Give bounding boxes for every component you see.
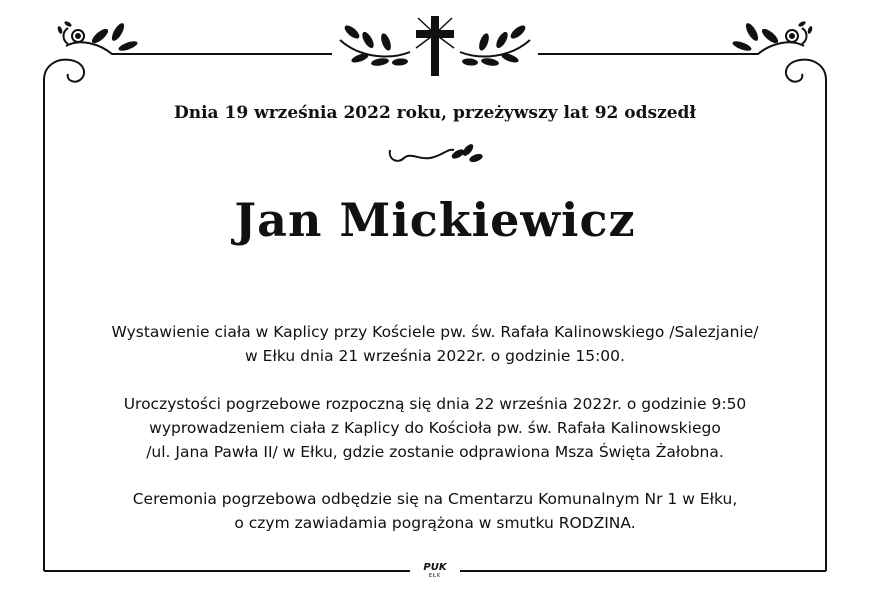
notice-headline: Dnia 19 września 2022 roku, przeżywszy lat 92 odszedł (174, 103, 696, 123)
paragraph-line: wyprowadzeniem ciała z Kaplicy do Kościoła pw. św. Rafała Kalinowskiego (149, 419, 721, 437)
paragraph-burial (0, 487, 870, 535)
paragraph-line: Wystawienie ciała w Kaplicy przy Kościele pw. św. Rafała Kalinowskiego /Salezjanie/ (111, 323, 759, 341)
cross-icon (416, 16, 454, 76)
paragraph-line: w Ełku dnia 21 września 2022r. o godzinie 15:00. (245, 347, 625, 365)
paragraph-line: Ceremonia pogrzebowa odbędzie się na Cmentarzu Komunalnym Nr 1 w Ełku, (132, 490, 738, 508)
logo-sub-text: EŁK (428, 573, 442, 579)
left-branch-icon (340, 23, 410, 67)
paragraph-line: Uroczystości pogrzebowe rozpoczną się dnia 22 września 2022r. o godzinie 9:50 (123, 395, 747, 413)
right-branch-icon (460, 23, 530, 67)
paragraph-line: /ul. Jana Pawła II/ w Ełku, gdzie zostanie odprawiona Msza Święta Żałobna. (146, 443, 724, 461)
paragraph-viewing (0, 320, 870, 368)
puk-logo (415, 563, 455, 579)
paragraph-ceremony (0, 392, 870, 464)
logo-main-text: PUK (423, 562, 447, 573)
deceased-name: Jan Mickiewicz (234, 193, 636, 247)
divider-ornament-icon (390, 142, 484, 163)
paragraph-line: o czym zawiadamia pogrążona w smutku RODZINA. (234, 514, 636, 532)
